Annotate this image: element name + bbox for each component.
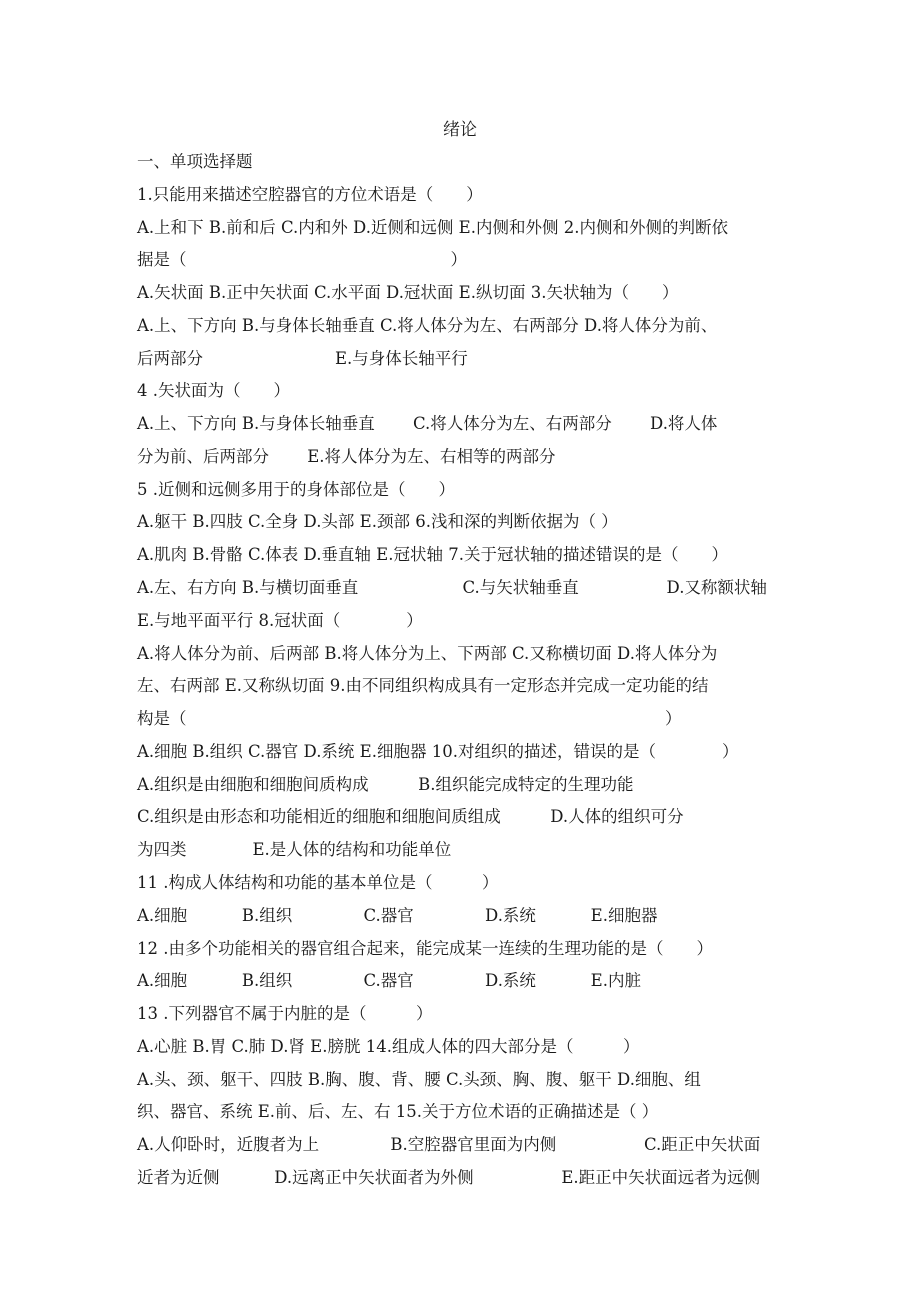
text-line: 近者为近侧 D.远离正中矢状面者为外侧 E.距正中矢状面远者为远侧 [137,1168,761,1187]
text-line: A.细胞 B.组织 C.器官 D.系统 E.细胞器 [137,906,658,925]
text-line: A.将人体分为前、后两部 B.将人体分为上、下两部 C.又称横切面 D.将人体分为 [137,644,718,663]
text-line: A.矢状面 B.正中矢状面 C.水平面 D.冠状面 E.纵切面 3.矢状轴为（ ） [137,283,679,302]
text-line: A.躯干 B.四肢 C.全身 D.头部 E.颈部 6.浅和深的判断依据为（ ） [137,512,618,531]
text-line: A.上和下 B.前和后 C.内和外 D.近侧和远侧 E.内侧和外侧 2.内侧和外侧的判断依 [137,218,728,237]
text-line: 织、器官、系统 E.前、后、左、右 15.关于方位术语的正确描述是（ ） [137,1102,659,1121]
text-line: 分为前、后两部分 E.将人体分为左、右相等的两部分 [137,447,556,466]
text-line: A.细胞 B.组织 C.器官 D.系统 E.内脏 [137,971,641,990]
text-line: A.上、下方向 B.与身体长轴垂直 C.将人体分为左、右两部分 D.将人体 [137,414,718,433]
text-line: A.肌肉 B.骨骼 C.体表 D.垂直轴 E.冠状轴 7.关于冠状轴的描述错误的是（ ） [137,545,728,564]
section-heading: 一、单项选择题 [137,152,253,171]
text-line: 1.只能用来描述空腔器官的方位术语是（ ） [137,185,483,204]
text-line: A.人仰卧时，近腹者为上 B.空腔器官里面为内侧 C.距正中矢状面 [137,1135,761,1154]
text-line: 13 .下列器官不属于内脏的是（ ） [137,1004,433,1023]
text-line: 12 .由多个功能相关的器官组合起来，能完成某一连续的生理功能的是（ ） [137,939,713,958]
text-line: 左、右两部 E.又称纵切面 9.由不同组织构成具有一定形态并完成一定功能的结 [137,676,709,695]
text-line: A.头、颈、躯干、四肢 B.胸、腹、背、腰 C.头颈、胸、腹、躯干 D.细胞、组 [137,1070,701,1089]
text-line: 后两部分 E.与身体长轴平行 [137,349,468,368]
text-line: 构是（ ） [137,709,682,728]
text-line: 4 .矢状面为（ ） [137,381,290,400]
page-title: 绪论 [443,120,477,140]
text-line: A.左、右方向 B.与横切面垂直 C.与矢状轴垂直 D.又称额状轴 [137,578,767,597]
text-line: C.组织是由形态和功能相近的细胞和细胞间质组成 D.人体的组织可分 [137,807,684,826]
text-line: A.组织是由细胞和细胞间质构成 B.组织能完成特定的生理功能 [137,775,634,794]
text-line: 为四类 E.是人体的结构和功能单位 [137,840,452,859]
text-line: 5 .近侧和远侧多用于的身体部位是（ ） [137,480,455,499]
text-line: 据是（ ） [137,250,467,269]
text-line: E.与地平面平行 8.冠状面（ ） [137,611,423,630]
text-line: A.上、下方向 B.与身体长轴垂直 C.将人体分为左、右两部分 D.将人体分为前、 [137,316,718,335]
text-line: A.心脏 B.胃 C.肺 D.肾 E.膀胱 14.组成人体的四大部分是（ ） [137,1037,640,1056]
text-line: 11 .构成人体结构和功能的基本单位是（ ） [137,873,499,892]
text-line: A.细胞 B.组织 C.器官 D.系统 E.细胞器 10.对组织的描述，错误的是（ ） [137,742,739,761]
